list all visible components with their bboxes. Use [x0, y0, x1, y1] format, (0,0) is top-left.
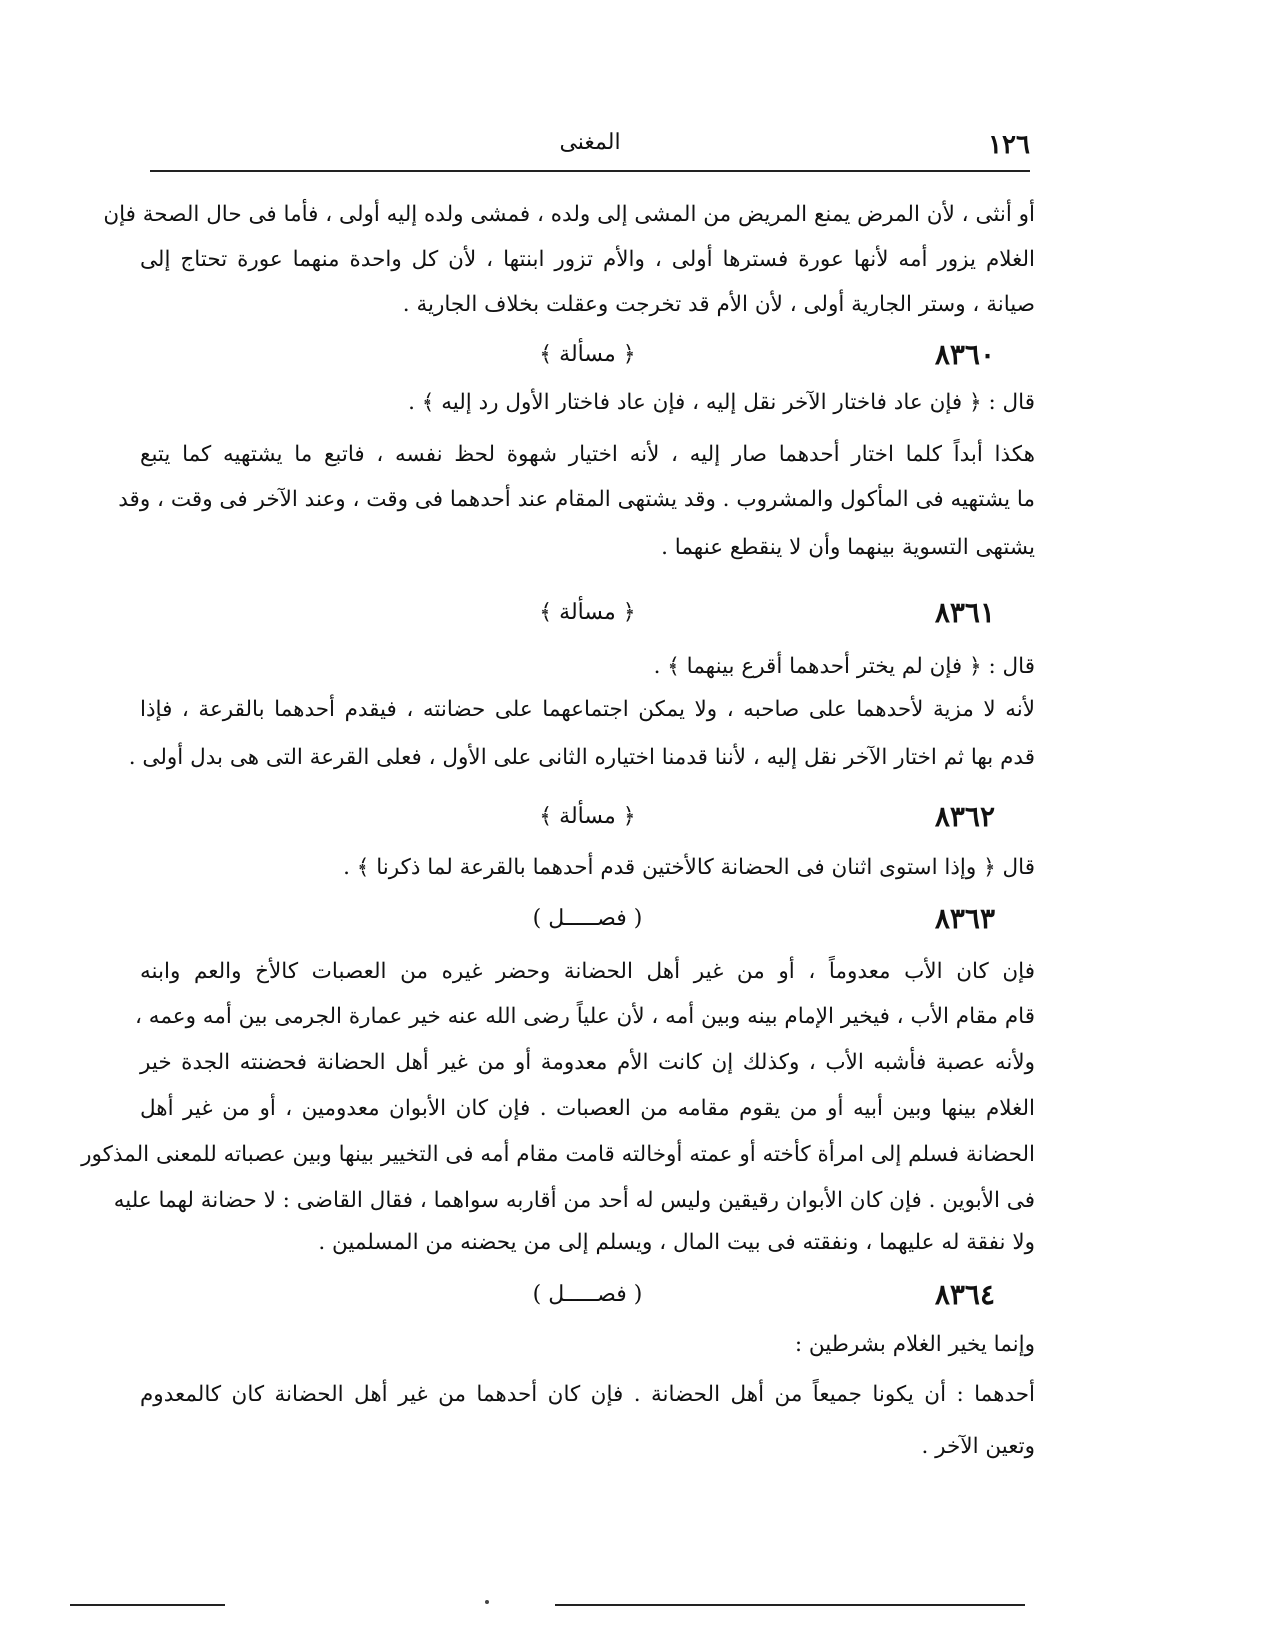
section-number: ٨٣٦١ [934, 596, 995, 629]
section-label: ( فصـــــل ) [532, 1282, 643, 1307]
text-line: الغلام يزور أمه لأنها عورة فسترها أولى ، والأم تزور ابنتها ، لأن كل واحدة منهما عورة تحتاج إلى [140, 247, 1035, 272]
section-heading [140, 800, 1035, 840]
text-line: قال : ﴿ فإن لم يختر أحدهما أقرع بينهما ﴾ . [653, 654, 1035, 679]
section-number: ٨٣٦٢ [934, 800, 995, 833]
text-line: لأنه لا مزية لأحدهما على صاحبه ، ولا يمكن اجتماعهما على حضانته ، فيقدم أحدهما بالقرعة ، فإذا [140, 697, 1035, 722]
text-line: ولا نفقة له عليهما ، ونفقته فى بيت المال ، ويسلم إلى من يحضنه من المسلمين . [318, 1230, 1035, 1255]
text-line: فى الأبوين . فإن كان الأبوان رقيقين وليس له أحد من أقاربه سواهما ، فقال القاضى : لا حضانة لهما عليه [113, 1188, 1035, 1213]
section-heading [140, 596, 1035, 636]
section-number: ٨٣٦٠ [934, 338, 995, 371]
text-line: أو أنثى ، لأن المرض يمنع المريض من المشى إلى ولده ، فمشى ولده إليه أولى ، فأما فى حال الصحة فإن [103, 202, 1035, 227]
text-line: قام مقام الأب ، فيخير الإمام بينه وبين أمه ، لأن علياً رضى الله عنه خير عمارة الجرمى بين أمه وعمه ، [135, 1004, 1035, 1029]
section-heading [140, 1278, 1035, 1318]
section-label: ﴿ مسألة ﴾ [539, 342, 636, 367]
section-label: ( فصـــــل ) [532, 906, 643, 931]
text-line: ولأنه عصبة فأشبه الأب ، وكذلك إن كانت الأم معدومة أو من غير أهل الحضانة فحضنته الجدة خير [140, 1050, 1035, 1075]
footer-rule [555, 1604, 1025, 1606]
section-number: ٨٣٦٣ [934, 902, 995, 935]
text-line: الغلام بينها وبين أبيه أو من يقوم مقامه من العصبات . فإن كان الأبوان معدومين ، أو من غير أهل [140, 1096, 1035, 1121]
text-line: يشتهى التسوية بينهما وأن لا ينقطع عنهما . [661, 535, 1035, 560]
footer-rule [70, 1604, 225, 1606]
text-line: وإنما يخير الغلام بشرطين : [794, 1332, 1035, 1357]
section-heading [140, 338, 1035, 378]
running-title: المغنى [559, 130, 621, 155]
text-line: قال : ﴿ فإن عاد فاختار الآخر نقل إليه ، فإن عاد فاختار الأول رد إليه ﴾ . [408, 390, 1035, 415]
section-label: ﴿ مسألة ﴾ [539, 600, 636, 625]
header-rule [150, 170, 1030, 172]
page-number: ١٢٦ [988, 130, 1030, 160]
text-line: قال ﴿ وإذا استوى اثنان فى الحضانة كالأختين قدم أحدهما بالقرعة لما ذكرنا ﴾ . [343, 855, 1035, 880]
text-line: أحدهما : أن يكونا جميعاً من أهل الحضانة . فإن كان أحدهما من غير أهل الحضانة كان كالمعدوم [140, 1382, 1035, 1407]
footer-dot [485, 1600, 489, 1604]
page-header [150, 120, 1030, 160]
text-line: فإن كان الأب معدوماً ، أو من غير أهل الحضانة وحضر غيره من العصبات كالأخ والعم وابنه [140, 959, 1035, 984]
text-line: الحضانة فسلم إلى امرأة كأخته أو عمته أوخالته قامت مقام أمه فى التخيير بينها وبين عصباته للمعنى المذكور [81, 1142, 1035, 1167]
text-line: وتعين الآخر . [921, 1434, 1035, 1459]
text-line: ما يشتهيه فى المأكول والمشروب . وقد يشتهى المقام عند أحدهما فى وقت ، وعند الآخر فى وقت ، وقد [118, 487, 1035, 512]
text-line: هكذا أبداً كلما اختار أحدهما صار إليه ، لأنه اختيار شهوة لحظ نفسه ، فاتبع ما يشتهيه كما يتبع [140, 442, 1035, 467]
section-label: ﴿ مسألة ﴾ [539, 804, 636, 829]
text-line: قدم بها ثم اختار الآخر نقل إليه ، لأننا قدمنا اختياره الثانى على الأول ، فعلى القرعة التى هى بدل أولى . [128, 745, 1035, 770]
section-number: ٨٣٦٤ [934, 1278, 995, 1311]
section-heading [140, 902, 1035, 942]
text-line: صيانة ، وستر الجارية أولى ، لأن الأم قد تخرجت وعقلت بخلاف الجارية . [402, 292, 1035, 317]
